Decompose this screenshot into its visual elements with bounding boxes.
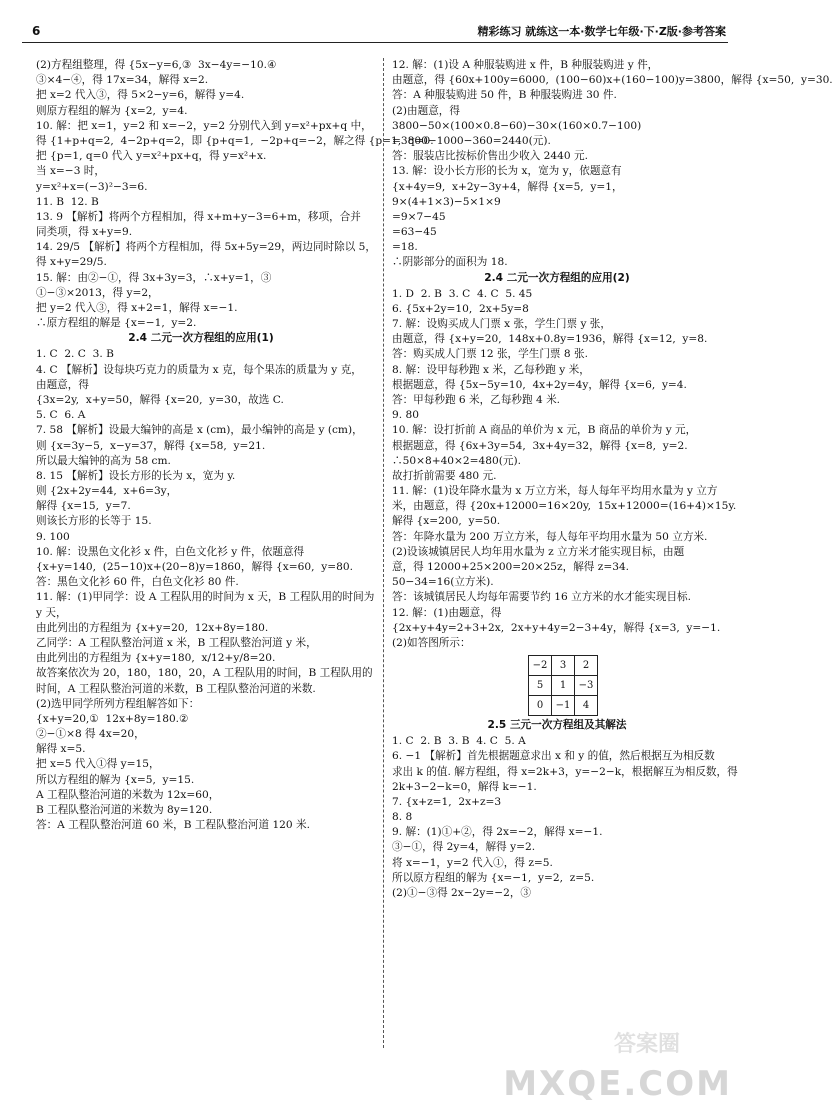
answer-line: 米，由题意，得 {20x+12000=16×20y, 15x+12000=(16+4)×15y. bbox=[392, 500, 737, 513]
answer-line: 把 x=5 代入①得 y=15， bbox=[36, 758, 160, 771]
answer-line: 9. 解：(1)①+②，得 2x=−2，解得 x=−1. bbox=[392, 826, 603, 839]
answer-line: 解得 x=5. bbox=[36, 743, 86, 756]
answer-line: 1. C 2. C 3. B bbox=[36, 348, 114, 361]
column-divider bbox=[383, 58, 384, 1048]
answer-line: 答：该城镇居民人均每年需要节约 16 立方米的水才能实现目标. bbox=[392, 591, 692, 604]
answer-line: 11. 解：(1)甲同学：设 A 工程队用的时间为 x 天，B 工程队用的时间为 bbox=[36, 591, 375, 604]
answer-line: ③×4−④，得 17x=34，解得 x=2. bbox=[36, 74, 209, 87]
answer-line: 13. 解：设小长方形的长为 x，宽为 y，依题意有 bbox=[392, 165, 622, 178]
answer-line: 把 {p=1, q=0 代入 y=x²+px+q，得 y=x²+x. bbox=[36, 150, 267, 163]
answer-line: 所以最大编钟的高为 58 cm. bbox=[36, 454, 171, 467]
answer-line: 6. {5x+2y=10, 2x+5y=8 bbox=[392, 302, 529, 315]
answer-line: 得 x+y=29/5. bbox=[36, 256, 107, 269]
answer-line: 乙同学：A 工程队整治河道 x 米，B 工程队整治河道 y 米， bbox=[36, 636, 317, 649]
answer-line: 12. 解：(1)由题意，得 bbox=[392, 606, 502, 619]
answer-line: 8. 8 bbox=[392, 811, 413, 824]
answer-line: 故打折前需要 480 元. bbox=[392, 469, 497, 482]
answer-line: 根据题意，得 {6x+3y=54, 3x+4y=32，解得 {x=8, y=2. bbox=[392, 439, 688, 452]
answer-line: 答：黑色文化衫 60 件，白色文化衫 80 件. bbox=[36, 576, 239, 589]
answer-line: 求出 k 的值. 解方程组，得 x=2k+3，y=−2−k，根据解互为相反数，得 bbox=[392, 765, 738, 778]
answer-line: (2)方程组整理，得 {5x−y=6,③ 3x−4y=−10.④ bbox=[36, 59, 277, 71]
answer-line: 11. 解：(1)设年降水量为 x 万立方米，每人每年平均用水量为 y 立方 bbox=[392, 485, 718, 498]
answer-line: 9. 80 bbox=[392, 409, 419, 422]
answer-line: 7. {x+z=1, 2x+z=3 bbox=[392, 795, 502, 808]
answer-line: 则该长方形的长等于 15. bbox=[36, 515, 152, 528]
answer-line: 1. C 2. B 3. B 4. C 5. A bbox=[392, 735, 526, 748]
answer-line: 把 x=2 代入③，得 5×2−y=6，解得 y=4. bbox=[36, 89, 245, 102]
answer-line: {x+y=20,① 12x+8y=180.② bbox=[36, 712, 189, 725]
section-heading: 2.5 三元一次方程组及其解法 bbox=[487, 719, 627, 732]
answer-line: 10. 解：把 x=1，y=2 和 x=−2，y=2 分别代入到 y=x²+px+q 中， bbox=[36, 119, 372, 132]
answer-line: ②−①×8 得 4x=20， bbox=[36, 728, 145, 741]
answer-line: 9×(4+1×3)−5×1×9 bbox=[392, 195, 501, 208]
answer-line: 答：年降水量为 200 万立方米，每人每年平均用水量为 50 立方米. bbox=[392, 530, 708, 543]
watermark-seal: 答案圈 bbox=[613, 1030, 680, 1057]
answer-line: 8. 解：设甲每秒跑 x 米，乙每秒跑 y 米， bbox=[392, 363, 590, 376]
answer-line: 根据题意，得 {5x−5y=10, 4x+2y=4y，解得 {x=6, y=4. bbox=[392, 378, 687, 391]
answer-line: {x+y=140, (25−10)x+(20−8)y=1860，解得 {x=60, y=80. bbox=[36, 561, 353, 573]
answer-line: ∴阴影部分的面积为 18. bbox=[392, 256, 508, 269]
answer-line: 由题意，得 bbox=[36, 378, 89, 391]
answer-line: 9. 100 bbox=[36, 530, 70, 543]
answer-line: 由此列出的方程组为 {x+y=20, 12x+8y=180. bbox=[36, 621, 269, 634]
right-answers-part-1 bbox=[392, 58, 833, 651]
answer-line: 10. 解：设打折前 A 商品的单价为 x 元，B 商品的单价为 y 元， bbox=[392, 424, 697, 437]
answer-line: y 天， bbox=[36, 606, 67, 619]
answer-line: A 工程队整治河道的米数为 12x=60， bbox=[36, 788, 220, 801]
answer-line: 由题意，得 {x+y=20, 148x+0.8y=1936，解得 {x=12, y=8. bbox=[392, 333, 708, 346]
section-heading: 2.4 二元一次方程组的应用(2) bbox=[484, 271, 630, 284]
answer-line: 则 {x=3y−5, x−y=37，解得 {x=58, y=21. bbox=[36, 439, 266, 452]
answer-line: =63−45 bbox=[392, 226, 437, 239]
section-heading: 2.4 二元一次方程组的应用(1) bbox=[128, 332, 274, 345]
answer-line: 13. 9 【解析】将两个方程相加，得 x+m+y−3=6+m，移项，合并 bbox=[36, 210, 361, 223]
answer-line: 解得 {x=200, y=50. bbox=[392, 515, 501, 528]
page-running-title: 精彩练习 就练这一本·数学七年级·下·Z版·参考答案 bbox=[477, 25, 726, 38]
answer-line: {3x=2y, x+y=50，解得 {x=20, y=30，故选 C. bbox=[36, 393, 284, 406]
answer-line: 1. D 2. B 3. C 4. C 5. 45 bbox=[392, 287, 533, 300]
answer-line: 时间，A 工程队整治河道的米数，B 工程队整治河道的米数. bbox=[36, 682, 316, 695]
answer-line: 11. B 12. B bbox=[36, 195, 99, 208]
answer-line: (2)由题意，得 bbox=[392, 104, 460, 117]
answer-line: y=x²+x=(−3)²−3=6. bbox=[36, 180, 148, 193]
answer-line: 答：服装店比按标价售出少收入 2440 元. bbox=[392, 150, 588, 163]
answer-line: =9×7−45 bbox=[392, 210, 446, 223]
answer-line: {2x+y+4y=2+3+2x, 2x+y+4y=2−3+4y，解得 {x=3, y=−1. bbox=[392, 621, 721, 634]
answer-line: 2k+3−2−k=0，解得 k=−1. bbox=[392, 780, 537, 793]
answer-line: 7. 58 【解析】设最大编钟的高是 x (cm)，最小编钟的高是 y (cm)， bbox=[36, 424, 363, 437]
answer-line: 答：购买成人门票 12 张，学生门票 8 张. bbox=[392, 348, 588, 361]
page-header bbox=[22, 20, 728, 43]
answer-line: ∴50×8+40×2=480(元). bbox=[392, 454, 521, 467]
answer-line: =3800−1000−360=2440(元). bbox=[392, 134, 551, 147]
answer-line: 15. 解：由②−①，得 3x+3y=3，∴x+y=1，③ bbox=[36, 271, 272, 284]
answer-line: 7. 解：设购买成人门票 x 张，学生门票 y 张， bbox=[392, 318, 611, 330]
answer-line: 6. −1 【解析】首先根据题意求出 x 和 y 的值，然后根据互为相反数 bbox=[392, 750, 715, 763]
answer-line: 10. 解：设黑色文化衫 x 件，白色文化衫 y 件，依题意得 bbox=[36, 545, 305, 558]
magic-square-cell: 3 bbox=[552, 656, 575, 676]
answer-line: 当 x=−3 时， bbox=[36, 165, 105, 178]
answer-line: 所以原方程组的解为 {x=−1, y=2, z=5. bbox=[392, 871, 595, 884]
answer-line: 14. 29/5 【解析】将两个方程相加，得 5x+5y=29，两边同时除以 5， bbox=[36, 241, 376, 254]
answer-line: 把 y=2 代入③，得 x+2=1，解得 x=−1. bbox=[36, 302, 238, 314]
answer-line: (2)选甲同学所列方程组解答如下： bbox=[36, 697, 200, 710]
answer-line: 12. 解：(1)设 A 种服装购进 x 件，B 种服装购进 y 件， bbox=[392, 59, 659, 71]
answer-line: 4. C 【解析】设每块巧克力的质量为 x 克，每个果冻的质量为 y 克， bbox=[36, 363, 362, 376]
magic-square-figure bbox=[528, 655, 598, 716]
answer-line: 答：甲每秒跑 6 米，乙每秒跑 4 米. bbox=[392, 393, 561, 406]
magic-square-cell: 2 bbox=[575, 656, 598, 676]
answer-line: 得 {1+p+q=2, 4−2p+q=2，即 {p+q=1, −2p+q=−2，解之得 {p=1, q=0. bbox=[36, 134, 434, 147]
answer-line: 解得 {x=15, y=7. bbox=[36, 500, 131, 513]
answer-line: ①−③×2013，得 y=2， bbox=[36, 286, 159, 299]
answer-line: 同类项，得 x+y=9. bbox=[36, 226, 133, 239]
answer-line: =18. bbox=[392, 241, 418, 254]
answer-line: {x+4y=9, x+2y−3y+4，解得 {x=5, y=1， bbox=[392, 180, 623, 193]
magic-square-cell: 1 bbox=[552, 676, 575, 696]
answer-line: 答：A 工程队整治河道 60 米，B 工程队整治河道 120 米. bbox=[36, 819, 310, 832]
magic-square-cell: 4 bbox=[575, 696, 598, 716]
answer-line: 由题意，得 {60x+100y=6000, (100−60)x+(160−100)y=3800，解得 {x=50, y=30. bbox=[392, 74, 833, 87]
answer-line: 5. C 6. A bbox=[36, 409, 86, 422]
watermark-logo: MXQE.COM bbox=[503, 1063, 732, 1104]
answer-line: 故答案依次为 20，180，180，20，A 工程队用的时间，B 工程队用的 bbox=[36, 667, 373, 680]
answer-line: 意，得 12000+25×200=20×25z，解得 z=34. bbox=[392, 561, 630, 573]
answer-line: B 工程队整治河道的米数为 8y=120. bbox=[36, 804, 213, 816]
magic-square-cell: −1 bbox=[552, 696, 575, 716]
answer-line: 将 x=−1，y=2 代入①，得 z=5. bbox=[392, 856, 553, 869]
answer-line: (2)设该城镇居民人均年用水量为 z 立方米才能实现目标，由题 bbox=[392, 545, 685, 558]
magic-square-cell: −3 bbox=[575, 676, 598, 696]
answer-line: 答：A 种服装购进 50 件，B 种服装购进 30 件. bbox=[392, 89, 617, 102]
right-answer-column bbox=[392, 58, 833, 901]
answer-line: ∴原方程组的解是 {x=−1, y=2. bbox=[36, 317, 197, 330]
answer-line: 则原方程组的解为 {x=2, y=4. bbox=[36, 104, 188, 117]
right-answers-part-2 bbox=[392, 718, 738, 901]
magic-square-cell: 0 bbox=[529, 696, 552, 716]
answer-line: ③−①，得 2y=4，解得 y=2. bbox=[392, 841, 536, 854]
page-number: 6 bbox=[32, 24, 41, 38]
answer-line: (2)如答图所示： bbox=[392, 636, 471, 649]
answer-line: 则 {2x+2y=44, x+6=3y， bbox=[36, 485, 178, 498]
answer-line: 3800−50×(100×0.8−60)−30×(160×0.7−100) bbox=[392, 119, 642, 132]
magic-square-cell: −2 bbox=[529, 656, 552, 676]
magic-square-cell: 5 bbox=[529, 676, 552, 696]
answer-line: (2)①−③得 2x−2y=−2，③ bbox=[392, 887, 532, 899]
answer-line: 8. 15 【解析】设长方形的长为 x，宽为 y. bbox=[36, 469, 236, 482]
answer-line: 所以方程组的解为 {x=5, y=15. bbox=[36, 773, 195, 786]
answer-line: 50−34=16(立方米). bbox=[392, 576, 494, 589]
answer-line: 由此列出的方程组为 {x+y=180, x/12+y/8=20. bbox=[36, 652, 276, 665]
